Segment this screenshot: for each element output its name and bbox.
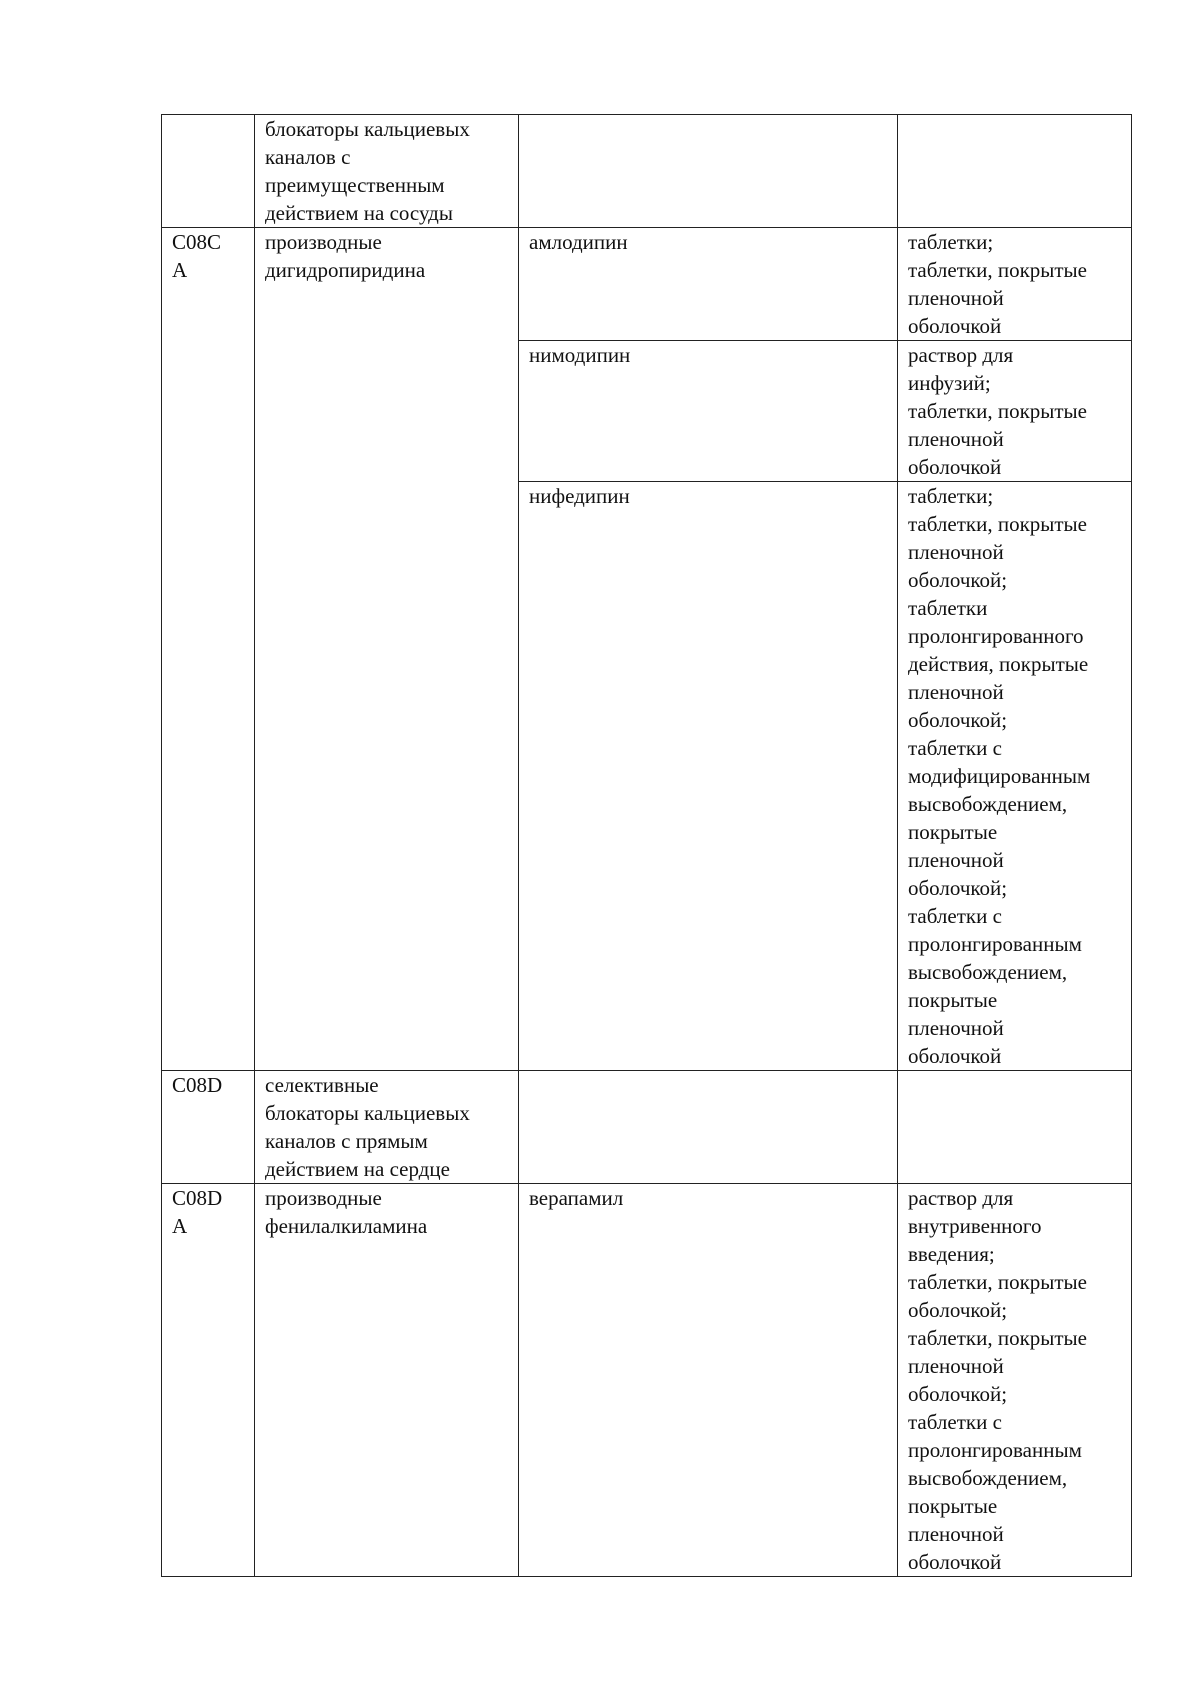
group-name-cell: блокаторы кальциевых каналов с преимущественным действием на сосуды (255, 115, 519, 228)
dosage-form-cell (898, 1071, 1132, 1184)
table-row (162, 115, 1132, 228)
dosage-form-cell: таблетки; таблетки, покрытые пленочной оболочкой; таблетки пролонгированного действия, покрытые пленочной оболочкой; таблетки с модифицированным высвобождением, покрытые пленочной оболочкой; таблетки с пролонгированным высвобождением, покрытые пленочной оболочкой (898, 482, 1132, 1071)
group-name-cell: селективные блокаторы кальциевых каналов с прямым действием на сердце (255, 1071, 519, 1184)
dosage-form-cell: раствор для инфузий; таблетки, покрытые пленочной оболочкой (898, 341, 1132, 482)
drug-name-cell: верапамил (519, 1184, 898, 1577)
table-row (162, 1184, 1132, 1577)
table-row (162, 1071, 1132, 1184)
drug-name-cell (519, 1071, 898, 1184)
dosage-form-cell: таблетки; таблетки, покрытые пленочной оболочкой (898, 228, 1132, 341)
drug-name-cell: амлодипин (519, 228, 898, 341)
atc-code-cell: C08D (162, 1071, 255, 1184)
dosage-form-cell: раствор для внутривенного введения; таблетки, покрытые оболочкой; таблетки, покрытые пленочной оболочкой; таблетки с пролонгированным высвобождением, покрытые пленочной оболочкой (898, 1184, 1132, 1577)
drug-name-cell (519, 115, 898, 228)
group-name-cell: производные фенилалкиламина (255, 1184, 519, 1577)
atc-code-cell (162, 115, 255, 228)
drug-name-cell: нимодипин (519, 341, 898, 482)
table-row (162, 228, 1132, 341)
atc-code-cell: C08D A (162, 1184, 255, 1577)
dosage-form-cell (898, 115, 1132, 228)
atc-code-cell: C08C A (162, 228, 255, 1071)
drug-name-cell: нифедипин (519, 482, 898, 1071)
drug-classification-table (161, 114, 1132, 1577)
group-name-cell: производные дигидропиридина (255, 228, 519, 1071)
